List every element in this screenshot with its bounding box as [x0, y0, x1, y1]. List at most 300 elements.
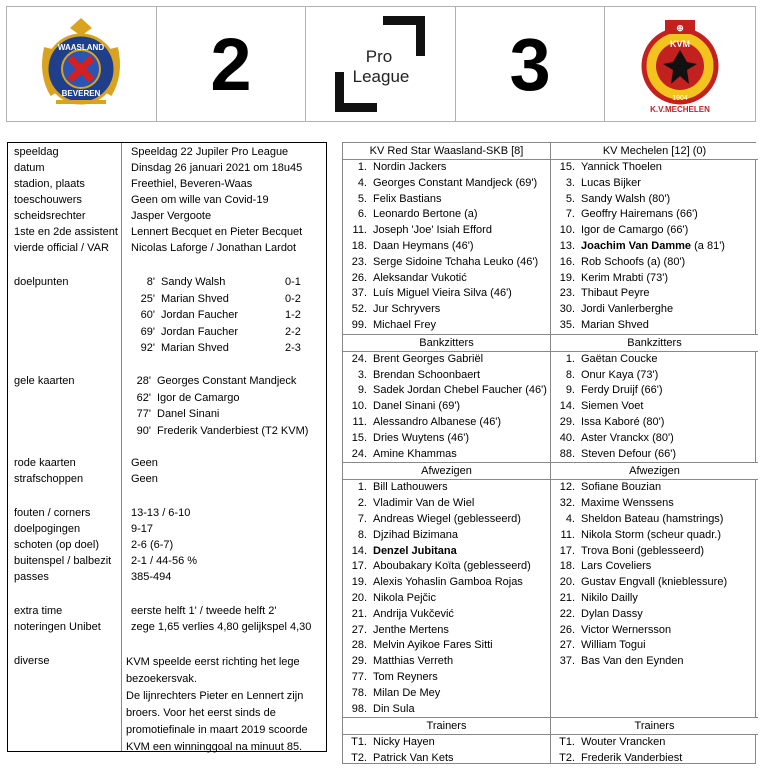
player-number: 18. — [351, 239, 367, 252]
player-number: 21. — [559, 591, 575, 604]
player-name — [581, 239, 725, 255]
player-name-text: Issa Kaboré (80') — [581, 415, 665, 428]
info-value: Geen om wille van Covid-19 — [131, 194, 269, 206]
info-row-rode-kaarten — [14, 455, 324, 471]
player-row — [551, 239, 758, 255]
away-score: 3 — [509, 22, 551, 106]
info-label: schoten (op doel) — [14, 539, 99, 551]
player-name — [581, 496, 674, 512]
player-number: 4. — [357, 176, 367, 189]
player-name-text: Brent Georges Gabriël — [373, 352, 484, 365]
goal-scorer: Jordan Faucher — [161, 325, 239, 338]
player-row — [343, 512, 550, 528]
info-label: toeschouwers — [14, 194, 82, 206]
player-name — [373, 670, 438, 686]
away-score-cell — [456, 7, 606, 121]
player-name — [373, 559, 531, 575]
player-number: 12. — [559, 481, 575, 494]
info-value: 13-13 / 6-10 — [131, 507, 191, 519]
player-name — [581, 415, 664, 431]
home-column — [343, 143, 550, 767]
kv-mechelen-logo — [637, 12, 723, 116]
player-name — [581, 607, 643, 623]
player-name-text: William Togui — [581, 639, 646, 652]
player-name-text: Nikilo Dailly — [581, 591, 638, 604]
player-number: 21. — [351, 607, 367, 620]
player-name — [373, 702, 415, 718]
player-name-text: Rob Schoofs (a) (80') — [581, 255, 686, 268]
player-name — [373, 512, 521, 528]
player-row — [343, 368, 550, 384]
player-row — [551, 496, 758, 512]
player-row — [551, 302, 758, 318]
player-name-text: Aleksandar Vukotić — [373, 271, 467, 284]
player-number: 26. — [559, 623, 575, 636]
player-name — [581, 352, 657, 368]
player-row — [551, 399, 758, 415]
info-value: 2-6 (6-7) — [131, 539, 174, 551]
card-player: Igor de Camargo — [157, 391, 240, 404]
player-name-text: Jenthe Mertens — [373, 623, 449, 636]
player-row — [551, 735, 758, 751]
player-number: 20. — [559, 576, 575, 589]
info-row-extra-time — [14, 603, 324, 619]
info-label: datum — [14, 162, 45, 174]
player-number: 77. — [351, 670, 367, 683]
player-number: 23. — [559, 287, 575, 300]
player-row — [343, 255, 550, 271]
away-trainers — [551, 735, 758, 767]
info-row-vierde-official — [14, 240, 324, 256]
info-row-doelpogingen — [14, 521, 324, 537]
player-row — [343, 686, 550, 702]
away-team-title: KV Mechelen [12] (0) — [551, 143, 758, 160]
player-number: 1. — [357, 161, 367, 173]
player-row — [551, 575, 758, 591]
home-trainers-title: Trainers — [343, 717, 550, 735]
player-name — [581, 223, 688, 239]
league-logo-text-bottom: League — [353, 67, 410, 86]
player-number: 5. — [565, 192, 575, 205]
player-name-text: Brendan Schoonbaert — [373, 368, 481, 381]
player-number: 28. — [351, 639, 367, 652]
player-number: 27. — [351, 623, 367, 636]
player-name — [581, 751, 682, 767]
player-name-text: Joseph 'Joe' Isiah Efford — [373, 224, 492, 237]
info-label: gele kaarten — [14, 375, 75, 387]
player-name-text: Sofiane Bouzian — [581, 481, 662, 494]
player-name-text: Aboubakary Koïta (geblesseerd) — [373, 560, 531, 573]
player-name-text: Din Sula — [373, 702, 415, 715]
info-value: Dinsdag 26 januari 2021 om 18u45 — [131, 162, 303, 174]
player-name — [581, 383, 663, 399]
player-name-text: Marian Shved — [581, 318, 649, 331]
player-name-text: Nicky Hayen — [373, 736, 435, 749]
player-number: 3. — [357, 368, 367, 381]
diverse-note-2: De lijnrechters Pieter en Lennert zijn broers. Voor het eerst sinds de promotiefinale in maart 2019 scoorde KVM een winninggoal na minuut 85. — [126, 690, 308, 753]
away-bank-title: Bankzitters — [551, 334, 758, 352]
card-player: Frederik Vanderbiest (T2 KVM) — [157, 424, 309, 437]
player-name-text: Amine Khammas — [373, 447, 457, 460]
player-name-text: Wouter Vrancken — [581, 736, 666, 749]
player-number: T2. — [559, 752, 575, 765]
player-row — [343, 318, 550, 334]
player-name — [581, 176, 641, 192]
player-name — [373, 751, 454, 767]
card-player: Georges Constant Mandjeck — [157, 375, 297, 387]
player-name-text: Tom Reyners — [373, 670, 438, 683]
info-value: Geen — [131, 473, 158, 485]
player-row — [551, 654, 758, 670]
info-row-speeldag — [14, 144, 324, 160]
pro-league-logo — [335, 16, 425, 112]
info-value: Nicolas Laforge / Jonathan Lardot — [131, 242, 297, 254]
home-bench — [343, 352, 550, 463]
player-name — [581, 160, 662, 176]
player-number: 14. — [559, 400, 575, 413]
player-name — [373, 176, 537, 192]
diverse-note-1: KVM speelde eerst richting het lege bezoekersvak. — [126, 656, 300, 685]
goal-minute: 92' — [140, 342, 155, 354]
player-number: 88. — [559, 447, 575, 460]
info-value: eerste helft 1' / tweede helft 2' — [131, 605, 277, 617]
info-label: buitenspel / balbezit — [14, 555, 112, 567]
player-name-text: Yannick Thoelen — [581, 161, 662, 173]
player-name-text: Steven Defour (66') — [581, 447, 677, 460]
info-label: extra time — [14, 605, 63, 617]
player-name — [373, 318, 436, 334]
player-number: 78. — [351, 686, 367, 699]
info-value: 9-17 — [131, 523, 154, 535]
player-name — [581, 591, 638, 607]
player-name — [373, 192, 441, 208]
goal-score: 2-2 — [285, 325, 301, 338]
info-value: 385-494 — [131, 571, 172, 583]
player-number: 37. — [559, 655, 575, 668]
player-name — [373, 447, 457, 463]
player-row — [551, 383, 758, 399]
away-starters — [551, 160, 758, 334]
player-row — [343, 160, 550, 176]
player-row — [551, 591, 758, 607]
info-label: strafschoppen — [14, 473, 84, 485]
player-name-text: Bill Lathouwers — [373, 481, 448, 494]
league-logo-cell — [306, 7, 456, 121]
player-name-text: Igor de Camargo (66') — [581, 224, 689, 237]
player-number: 37. — [351, 287, 367, 300]
goal-scorer: Marian Shved — [161, 292, 229, 305]
player-number: 29. — [351, 655, 367, 668]
player-row — [551, 318, 758, 334]
player-number: T1. — [351, 736, 367, 749]
player-name — [373, 431, 469, 447]
player-number: 8. — [357, 528, 367, 541]
svg-text:BEVEREN: BEVEREN — [61, 89, 101, 98]
player-name — [373, 544, 457, 560]
player-number: 9. — [565, 384, 575, 397]
player-name — [373, 638, 493, 654]
player-row — [343, 735, 550, 751]
svg-text:⊕: ⊕ — [676, 23, 684, 33]
away-logo-cell — [605, 7, 755, 121]
player-number: 17. — [559, 544, 575, 557]
info-value: Freethiel, Beveren-Waas — [131, 178, 253, 190]
match-header — [6, 6, 756, 122]
player-row — [551, 480, 758, 496]
kvm-logo-abbr: KVM — [670, 39, 691, 49]
player-name — [373, 623, 449, 639]
away-trainers-title: Trainers — [551, 717, 758, 735]
player-name — [373, 368, 480, 384]
player-name-text: Michael Frey — [373, 318, 436, 331]
goal-scorer: Marian Shved — [161, 342, 229, 354]
player-number: 11. — [352, 224, 367, 237]
player-name-text: Sadek Jordan Chebel Faucher (46') — [373, 384, 547, 397]
player-name-text: Geoffry Hairemans (66') — [581, 208, 698, 221]
player-name-text: Danel Sinani (69') — [373, 400, 461, 413]
info-label: rode kaarten — [14, 457, 76, 469]
player-name — [373, 654, 453, 670]
player-name — [373, 352, 483, 368]
player-name — [581, 302, 673, 318]
player-number: 22. — [559, 607, 575, 620]
player-name — [581, 528, 721, 544]
player-row — [551, 160, 758, 176]
info-label: scheidsrechter — [14, 210, 86, 222]
player-name-text: Milan De Mey — [373, 686, 441, 699]
player-row — [343, 302, 550, 318]
info-row-fouten — [14, 505, 324, 521]
player-name-text: Andreas Wiegel (geblesseerd) — [373, 512, 521, 525]
player-name-text: Daan Heymans (46') — [373, 239, 474, 252]
player-number: 6. — [357, 208, 367, 221]
player-row — [343, 431, 550, 447]
kvm-logo-name: K.V.MECHELEN — [650, 105, 711, 114]
info-value: zege 1,65 verlies 4,80 gelijkspel 4,30 — [131, 621, 312, 633]
player-number: 40. — [559, 431, 575, 444]
player-name-text: Gaëtan Coucke — [581, 352, 658, 365]
away-bench — [551, 352, 758, 463]
player-name — [373, 528, 458, 544]
goal-minute: 69' — [140, 325, 155, 338]
player-row — [343, 496, 550, 512]
player-number: 7. — [357, 512, 367, 525]
player-name-text: Thibaut Peyre — [581, 287, 650, 300]
player-name-text: Alexis Yohaslin Gamboa Rojas — [373, 576, 523, 589]
player-name — [373, 575, 523, 591]
player-row — [343, 415, 550, 431]
player-row — [551, 271, 758, 287]
info-label: vierde official / VAR — [14, 242, 109, 254]
player-row — [551, 415, 758, 431]
player-name — [373, 302, 440, 318]
player-number: T1. — [559, 736, 575, 749]
info-label: doelpogingen — [14, 523, 81, 535]
lineup-table — [342, 142, 756, 764]
player-name — [581, 286, 649, 302]
card-minute: 77' — [136, 408, 151, 420]
player-name-text: Felix Bastians — [373, 192, 442, 205]
player-number: 5. — [357, 192, 367, 205]
player-row — [343, 559, 550, 575]
info-row-buitenspel — [14, 553, 324, 569]
info-label: 1ste en 2de assistent — [14, 226, 118, 238]
info-label: fouten / corners — [14, 507, 91, 519]
player-name — [581, 368, 658, 384]
player-row — [551, 286, 758, 302]
player-name — [373, 607, 454, 623]
info-value: Lennert Becquet en Pieter Becquet — [131, 226, 303, 238]
home-score-cell — [157, 7, 307, 121]
player-number: 8. — [565, 368, 575, 381]
player-name-text: Joachim Van Damme — [581, 239, 692, 252]
player-row — [551, 623, 758, 639]
player-row — [343, 654, 550, 670]
player-name-text: Gustav Engvall (knieblessure) — [581, 576, 728, 589]
home-absent-title: Afwezigen — [343, 462, 550, 480]
player-row — [551, 559, 758, 575]
player-number: 35. — [559, 318, 575, 331]
info-value: Jasper Vergoote — [131, 210, 212, 222]
player-name-text: Aster Vranckx (80') — [581, 431, 674, 444]
player-row — [343, 607, 550, 623]
player-name — [581, 654, 684, 670]
player-name — [581, 623, 671, 639]
player-name-text: Leonardo Bertone (a) — [373, 208, 478, 221]
info-label: noteringen Unibet — [14, 621, 101, 633]
goal-score: 1-2 — [285, 309, 301, 321]
player-number: 11. — [352, 415, 367, 428]
player-name — [373, 286, 512, 302]
player-number: 16. — [559, 255, 575, 268]
player-name — [581, 192, 670, 208]
player-row — [343, 480, 550, 496]
player-row — [551, 528, 758, 544]
card-minute: 28' — [136, 375, 151, 387]
player-number: 19. — [559, 271, 575, 284]
player-number: 99. — [351, 318, 367, 331]
goal-minute: 25' — [140, 292, 155, 305]
player-name-text: Nikola Pejčic — [373, 591, 436, 604]
player-number: 20. — [351, 591, 367, 604]
player-row — [551, 447, 758, 463]
player-name — [581, 480, 661, 496]
info-row-unibet — [14, 619, 324, 635]
info-row-assistenten — [14, 224, 324, 240]
player-row — [551, 255, 758, 271]
player-name — [373, 735, 435, 751]
goal-score: 0-2 — [285, 292, 301, 305]
player-name-text: Patrick Van Kets — [373, 752, 454, 765]
player-number: 19. — [351, 576, 367, 589]
player-name-text: Maxime Wenssens — [581, 497, 674, 510]
player-name-text: Melvin Ayikoe Fares Sitti — [373, 639, 493, 652]
player-name-text: Ferdy Druijf (66') — [581, 384, 663, 397]
away-column — [550, 143, 758, 763]
player-number: 14. — [351, 544, 367, 557]
player-row — [343, 591, 550, 607]
player-row — [343, 399, 550, 415]
goal-scorer: Sandy Walsh — [161, 276, 226, 288]
player-name-text: Frederik Vanderbiest — [581, 752, 683, 765]
player-sub-note: (a 81') — [691, 239, 725, 252]
card-player: Danel Sinani — [157, 408, 220, 420]
kvm-logo-year: 1904 — [672, 95, 688, 102]
player-row — [551, 192, 758, 208]
player-name — [373, 255, 538, 271]
player-name-text: Matthias Verreth — [373, 655, 454, 668]
player-row — [551, 368, 758, 384]
player-name — [581, 399, 643, 415]
player-name — [581, 207, 698, 223]
info-value: Speeldag 22 Jupiler Pro League — [131, 146, 289, 158]
player-row — [343, 623, 550, 639]
player-name-text: Siemen Voet — [581, 400, 644, 413]
goal-minute: 8' — [146, 276, 155, 288]
player-name-text: Nordin Jackers — [373, 161, 447, 173]
player-number: 13. — [559, 239, 575, 252]
home-logo-cell — [7, 7, 157, 121]
player-row — [551, 431, 758, 447]
info-row-stadion — [14, 176, 324, 192]
goal-minute: 60' — [140, 309, 155, 321]
player-name — [581, 318, 649, 334]
player-name — [373, 160, 446, 176]
player-row — [343, 528, 550, 544]
player-row — [551, 751, 758, 767]
player-name — [581, 544, 704, 560]
player-row — [343, 702, 550, 718]
goal-score: 2-3 — [285, 342, 301, 354]
player-name-text: Luís Miguel Vieira Silva (46') — [373, 287, 512, 300]
player-number: 30. — [559, 303, 575, 316]
player-row — [343, 575, 550, 591]
player-number: T2. — [351, 752, 367, 765]
goal-score: 0-1 — [285, 276, 301, 288]
player-row — [343, 192, 550, 208]
player-number: 23. — [351, 255, 367, 268]
waasland-beveren-logo — [36, 14, 126, 114]
player-number: 11. — [560, 528, 575, 541]
player-name-text: Lucas Bijker — [581, 176, 641, 189]
info-label: speeldag — [14, 146, 59, 158]
player-row — [551, 223, 758, 239]
home-team-title: KV Red Star Waasland-SKB [8] — [343, 143, 550, 160]
player-number: 29. — [559, 415, 575, 428]
info-label: diverse — [14, 655, 50, 667]
player-number: 32. — [559, 497, 575, 510]
info-label: stadion, plaats — [14, 178, 85, 190]
player-number: 9. — [357, 384, 367, 397]
player-name — [581, 255, 685, 271]
player-row — [343, 352, 550, 368]
player-name — [373, 480, 448, 496]
player-name-text: Dylan Dassy — [581, 607, 643, 620]
player-name — [581, 431, 674, 447]
player-number: 24. — [351, 447, 367, 460]
info-row-schoten — [14, 537, 324, 553]
player-name — [373, 591, 436, 607]
player-row — [343, 176, 550, 192]
player-name-text: Trova Boni (geblesseerd) — [581, 544, 705, 557]
player-number: 18. — [559, 560, 575, 573]
player-number: 10. — [351, 400, 367, 413]
home-bank-title: Bankzitters — [343, 334, 550, 352]
player-row — [551, 544, 758, 560]
player-row — [343, 286, 550, 302]
player-row — [343, 638, 550, 654]
info-value: Geen — [131, 457, 158, 469]
